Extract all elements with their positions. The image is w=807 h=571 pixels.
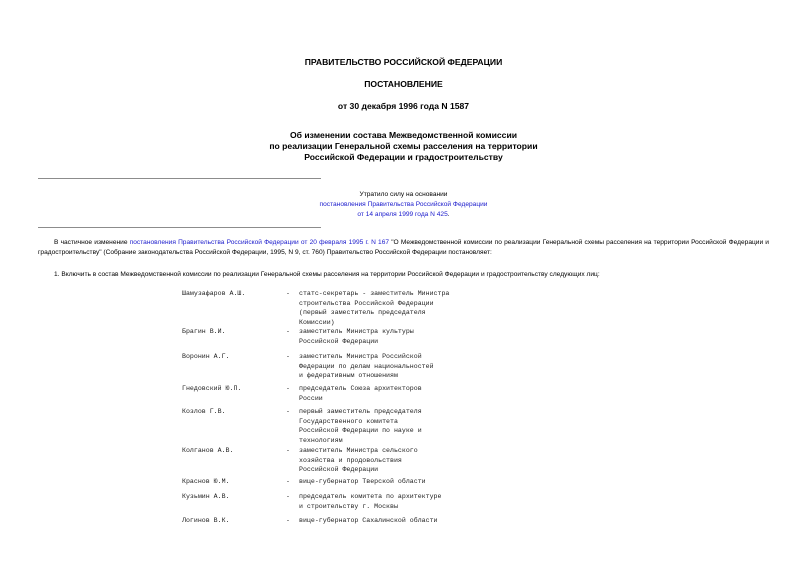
member-role-line: заместитель Министра культуры (299, 328, 414, 335)
repeal-note-end: . (447, 211, 450, 218)
member-role (299, 446, 418, 475)
member-dash: - (286, 493, 290, 500)
subject-line: Об изменении состава Межведомственной комиссии (289, 130, 518, 140)
repeal-link[interactable]: постановления Правительства Российской Федерации (319, 201, 488, 208)
member-role-line: вице-губернатор Сахалинской области (299, 517, 438, 524)
member-role-line: Российской Федерации (299, 466, 379, 473)
member-role (299, 352, 434, 381)
member-role-line: хозяйства и продовольствия (299, 456, 402, 464)
member-dash: - (286, 517, 290, 524)
member-role (299, 384, 422, 403)
member-role-line: России (299, 394, 323, 402)
member-role-line: председатель Союза архитекторов (299, 385, 422, 392)
member-role-line: и федеративным отношениям (299, 372, 398, 379)
member-dash: - (286, 447, 290, 454)
member-dash: - (286, 408, 290, 415)
preamble-prefix: В частичное изменение (54, 239, 130, 246)
member-role-line: заместитель Министра Российской (299, 353, 422, 360)
member-role (299, 516, 438, 526)
member-role-line: статс-секретарь - заместитель Министра (299, 290, 450, 297)
member-name: Колганов А.В. (182, 447, 234, 454)
member-name: Краснов Ю.М. (182, 478, 230, 485)
member-role (299, 289, 449, 327)
member-role (299, 477, 426, 487)
preamble-suffix: "О Межведомственной комиссии по реализации Генеральной схемы расселения на территории Российской Федерации и градостроительству" (Собрание законодательства Российской Федерации, 1995, N 9, ст. 760) Правительство Российской Федерации постановляет: (38, 239, 769, 256)
member-role-line: Федерации по делам национальностей (299, 362, 434, 370)
member-dash: - (286, 353, 290, 360)
member-role-line: и строительству г. Москвы (299, 502, 398, 510)
member-name: Шамузафаров А.Ш. (182, 290, 246, 297)
member-name: Логинов В.К. (182, 517, 230, 524)
member-role-line: строительства Российской Федерации (299, 299, 434, 307)
member-name: Кузьмин А.В. (182, 493, 230, 500)
member-dash: - (286, 385, 290, 392)
member-dash: - (286, 290, 290, 297)
member-role-line: технологиям (299, 436, 343, 444)
member-role-line: председатель комитета по архитектуре (299, 493, 442, 500)
preamble-link[interactable]: постановления Правительства Российской Федерации от 20 февраля 1995 г. N 167 (129, 239, 390, 246)
member-role-line: Российской Федерации по науке и (299, 427, 422, 434)
member-role-line: Российской Федерации (299, 337, 379, 345)
preamble-paragraph (38, 238, 769, 258)
member-role-line: заместитель Министра сельского (299, 447, 418, 454)
document-subject (0, 130, 807, 163)
member-role-line: вице-губернатор Тверской области (299, 478, 426, 485)
repeal-note-text: Утратило силу на основании (359, 191, 448, 198)
member-name: Воронин А.Г. (182, 353, 230, 360)
member-dash: - (286, 478, 290, 485)
member-role-line: Государственного комитета (299, 417, 398, 425)
subject-line: Российской Федерации и градостроительству (304, 152, 503, 162)
date-number-heading: от 30 декабря 1996 года N 1587 (337, 101, 470, 111)
member-role-line: первый заместитель председателя (299, 408, 422, 415)
repeal-link-date[interactable]: от 14 апреля 1999 года N 425 (357, 211, 448, 218)
member-role (299, 407, 422, 445)
repeal-note (0, 190, 807, 220)
item-1-text: 1. Включить в состав Межведомственной комиссии по реализации Генеральной схемы расселения на территории Российской Федерации и градостроительству следующих лиц: (54, 271, 600, 278)
member-role-line: Комиссии) (299, 318, 335, 326)
member-dash: - (286, 328, 290, 335)
member-role-line: (первый заместитель председателя (299, 309, 426, 316)
government-heading: ПРАВИТЕЛЬСТВО РОССИЙСКОЙ ФЕДЕРАЦИИ (304, 57, 503, 67)
member-role (299, 492, 441, 511)
member-role (299, 327, 414, 346)
member-name: Козлов Г.В. (182, 408, 226, 415)
top-divider (38, 178, 321, 179)
member-name: Гнедовский Ю.П. (182, 385, 242, 392)
member-name: Брагин В.И. (182, 328, 226, 335)
subject-line: по реализации Генеральной схемы расселения на территории (269, 141, 538, 151)
bottom-divider (38, 227, 321, 228)
document-type-heading: ПОСТАНОВЛЕНИЕ (364, 79, 443, 89)
